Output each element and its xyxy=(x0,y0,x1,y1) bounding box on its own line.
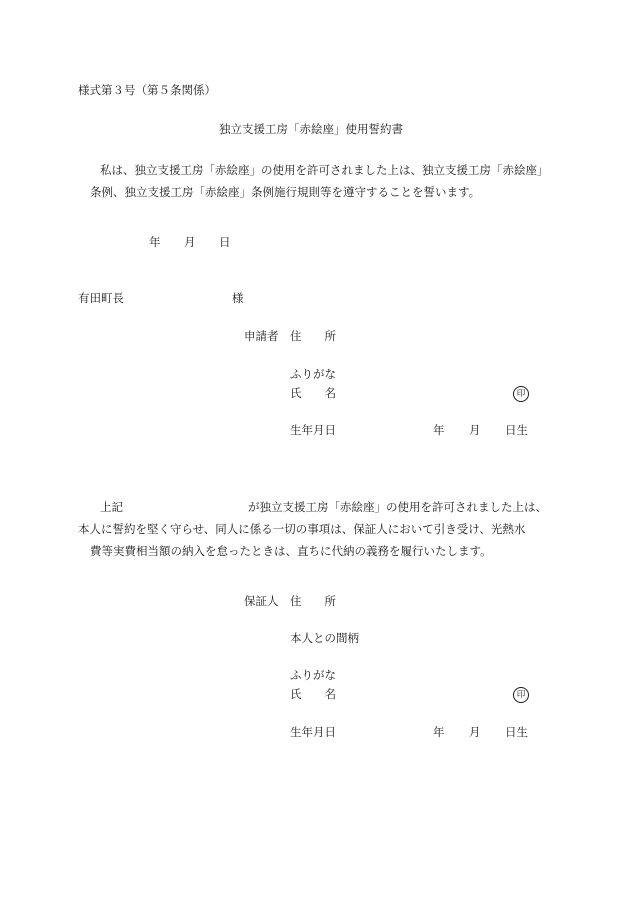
applicant-birth-month: 月 xyxy=(469,423,481,437)
applicant-seal-icon: 印 xyxy=(513,386,529,402)
guarantor-relation-label: 本人との間柄 xyxy=(290,631,359,645)
guarantor-birth-label: 生年月日 xyxy=(290,725,336,739)
pledge-line-1: 私は、独立支援工房「赤絵座」の使用を許可されました上は、独立支援工房「赤絵座」 xyxy=(100,163,549,177)
guarantor-furigana-label: ふりがな xyxy=(290,668,336,682)
form-number: 様式第３号（第５条関係） xyxy=(78,83,216,97)
guarantor-address-label: 住 所 xyxy=(290,594,336,608)
guarantee-paragraph xyxy=(78,496,558,562)
guarantor-role: 保証人 xyxy=(244,594,279,608)
guarantee-line-3: 費等実費相当額の納入を怠ったときは、直ちに代納の義務を履行いたします。 xyxy=(90,544,492,558)
guarantor-birth-year: 年 xyxy=(433,725,445,739)
applicant-role: 申請者 xyxy=(244,329,279,343)
guarantee-line-1-end: が独立支援工房「赤絵座」の使用を許可されました上は、 xyxy=(248,500,547,514)
date-day: 日 xyxy=(219,235,231,249)
applicant-name-label: 氏 名 xyxy=(290,386,336,400)
guarantor-birth-day: 日生 xyxy=(505,725,528,739)
applicant-birth-day: 日生 xyxy=(505,423,528,437)
applicant-address-label: 住 所 xyxy=(290,329,336,343)
applicant-furigana-label: ふりがな xyxy=(290,367,336,381)
pledge-paragraph xyxy=(78,159,558,203)
guarantor-seal-icon: 印 xyxy=(513,687,529,703)
applicant-birth-year: 年 xyxy=(433,423,445,437)
addressee-name: 有田町長 xyxy=(78,291,124,305)
guarantee-line-2: 本人に誓約を堅く守らせ、同人に係る一切の事項は、保証人において引き受け、光熱水 xyxy=(78,522,526,536)
date-month: 月 xyxy=(184,235,196,249)
guarantee-line-1 xyxy=(78,496,558,518)
guarantor-name-label: 氏 名 xyxy=(290,687,336,701)
date-year: 年 xyxy=(149,235,161,249)
document-title: 独立支援工房「赤絵座」使用誓約書 xyxy=(219,122,403,136)
guarantee-line-1-start: 上記 xyxy=(100,500,123,514)
addressee-honorific: 様 xyxy=(232,291,244,305)
guarantor-birth-month: 月 xyxy=(469,725,481,739)
pledge-line-2: 条例、独立支援工房「赤絵座」条例施行規則等を遵守することを誓います。 xyxy=(90,185,481,199)
applicant-birth-label: 生年月日 xyxy=(290,423,336,437)
